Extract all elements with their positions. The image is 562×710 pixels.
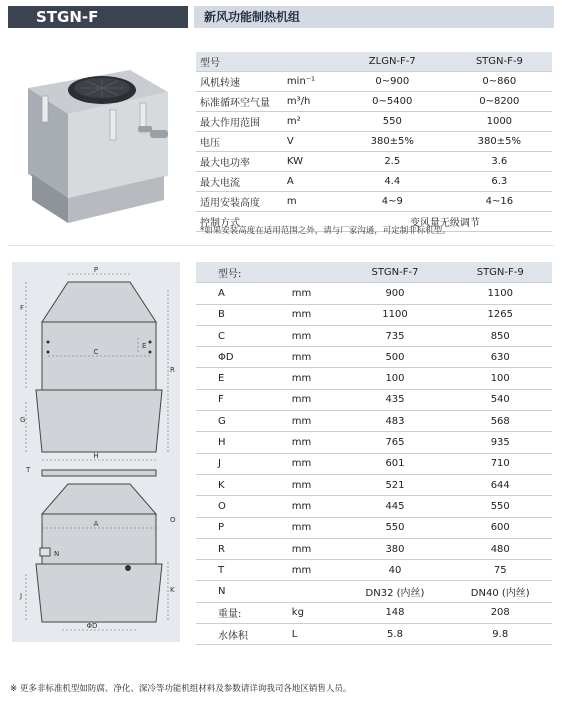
dim-label: T [196, 560, 288, 581]
spec-value-1: 0~900 [338, 72, 447, 92]
dim-row [196, 581, 552, 602]
dim-label: N [196, 581, 288, 602]
dim-label: C [196, 325, 288, 346]
dim-value-2: 480 [448, 538, 552, 559]
dim-label-c: C [93, 348, 99, 356]
dimension-table [196, 262, 552, 645]
dim-value-1: 1100 [342, 304, 449, 325]
dim-value-1: DN32 (内丝) [342, 581, 449, 602]
dim-header-unit [288, 262, 342, 283]
dim-value-1: 445 [342, 496, 449, 517]
dim-header-col2: STGN-F-9 [448, 262, 552, 283]
spec-table [196, 52, 552, 232]
spec-row [196, 192, 552, 212]
dim-row [196, 411, 552, 432]
dim-unit: mm [288, 517, 342, 538]
section-divider [8, 245, 554, 246]
dim-value-1: 40 [342, 560, 449, 581]
dim-label-t: T [26, 466, 31, 474]
dim-label-p: P [93, 266, 99, 274]
dim-value-2: 208 [448, 602, 552, 623]
spec-row [196, 112, 552, 132]
dim-value-1: 100 [342, 368, 449, 389]
dim-label-e: E [142, 342, 147, 350]
dim-value-2: 600 [448, 517, 552, 538]
spec-value-2: 1000 [447, 112, 552, 132]
footnote: ※ 更多非标准机型如防腐、净化、深冷等功能机组材料及参数请详询我司各地区销售人员。 [10, 684, 352, 694]
spec-value-1: 4.4 [338, 172, 447, 192]
dim-header-col1: STGN-F-7 [342, 262, 449, 283]
dim-value-2: 9.8 [448, 624, 552, 645]
dim-header-row [196, 262, 552, 283]
dim-unit: kg [288, 602, 342, 623]
dim-label: A [196, 283, 288, 304]
dim-label: E [196, 368, 288, 389]
dim-label: K [196, 474, 288, 495]
install-note: *如果安装高度在适用范围之外，请与厂家沟通，可定制非标机型。 [200, 226, 451, 236]
dim-label-d: ΦD [86, 622, 98, 630]
dim-unit [288, 581, 342, 602]
spec-row [196, 132, 552, 152]
dim-unit: mm [288, 304, 342, 325]
spec-header-col1: ZLGN-F-7 [338, 52, 447, 72]
dim-value-2: 550 [448, 496, 552, 517]
spec-row [196, 72, 552, 92]
dim-unit: mm [288, 453, 342, 474]
dim-label-h: H [93, 452, 99, 460]
dim-value-2: 1265 [448, 304, 552, 325]
spec-value-2: 6.3 [447, 172, 552, 192]
spec-value-2: 0~8200 [447, 92, 552, 112]
dim-value-1: 380 [342, 538, 449, 559]
dim-unit: mm [288, 325, 342, 346]
dim-value-2: 630 [448, 347, 552, 368]
dim-unit: mm [288, 474, 342, 495]
dim-row [196, 389, 552, 410]
dim-row [196, 347, 552, 368]
dim-unit: mm [288, 347, 342, 368]
spec-value-1: 0~5400 [338, 92, 447, 112]
spec-control-label: 控制方式 [196, 212, 283, 232]
dim-row [196, 602, 552, 623]
dim-value-2: 100 [448, 368, 552, 389]
dim-label-k: K [170, 586, 175, 594]
dim-label-o: O [170, 516, 176, 524]
spec-value-2: 3.6 [447, 152, 552, 172]
dim-unit: mm [288, 496, 342, 517]
dim-value-1: 5.8 [342, 624, 449, 645]
dim-value-2: 75 [448, 560, 552, 581]
spec-unit: m [283, 192, 338, 212]
dimension-drawing [12, 262, 180, 642]
page-title: 新风功能制热机组 [194, 6, 554, 28]
spec-unit: min⁻¹ [283, 72, 338, 92]
spec-label: 标准循环空气量 [196, 92, 283, 112]
dim-value-1: 500 [342, 347, 449, 368]
dim-value-1: 435 [342, 389, 449, 410]
dim-label-a: A [93, 520, 99, 528]
spec-label: 电压 [196, 132, 283, 152]
spec-unit: m³/h [283, 92, 338, 112]
spec-value-1: 4~9 [338, 192, 447, 212]
dimension-drawing-svg [12, 262, 180, 642]
dim-unit: mm [288, 432, 342, 453]
dim-label: O [196, 496, 288, 517]
spec-row [196, 92, 552, 112]
dim-label: 重量: [196, 602, 288, 623]
product-photo [10, 48, 178, 228]
dim-unit: mm [288, 368, 342, 389]
dim-row [196, 283, 552, 304]
spec-label: 最大作用范围 [196, 112, 283, 132]
dim-value-2: 644 [448, 474, 552, 495]
dim-label-g: G [20, 416, 26, 424]
dim-label: R [196, 538, 288, 559]
dim-row [196, 453, 552, 474]
model-badge: STGN-F [8, 6, 188, 28]
dim-row [196, 304, 552, 325]
dim-value-1: 900 [342, 283, 449, 304]
spec-header-col2: STGN-F-9 [447, 52, 552, 72]
dim-value-1: 521 [342, 474, 449, 495]
dim-row [196, 432, 552, 453]
dim-label: F [196, 389, 288, 410]
dim-value-2: 568 [448, 411, 552, 432]
spec-label: 适用安装高度 [196, 192, 283, 212]
spec-label: 最大电流 [196, 172, 283, 192]
dim-row [196, 517, 552, 538]
dim-row [196, 368, 552, 389]
dim-unit: L [288, 624, 342, 645]
spec-row [196, 172, 552, 192]
dim-label: G [196, 411, 288, 432]
dim-unit: mm [288, 538, 342, 559]
dim-row [196, 560, 552, 581]
spec-header-row [196, 52, 552, 72]
spec-header-unit [283, 52, 338, 72]
dim-header-label: 型号: [196, 262, 288, 283]
dim-label-r: R [170, 366, 175, 374]
dim-unit: mm [288, 560, 342, 581]
dim-value-2: 935 [448, 432, 552, 453]
dim-value-1: 148 [342, 602, 449, 623]
dim-value-2: 710 [448, 453, 552, 474]
dim-label: P [196, 517, 288, 538]
page-header [8, 6, 554, 28]
dim-value-1: 735 [342, 325, 449, 346]
dim-value-2: DN40 (内丝) [448, 581, 552, 602]
dim-label-f: F [20, 304, 25, 312]
dim-unit: mm [288, 389, 342, 410]
dim-value-1: 550 [342, 517, 449, 538]
dim-value-1: 601 [342, 453, 449, 474]
dim-label: 水体积 [196, 624, 288, 645]
spec-control-value: 变风量无级调节 [338, 212, 552, 232]
dim-unit: mm [288, 283, 342, 304]
spec-value-1: 550 [338, 112, 447, 132]
spec-header-label: 型号 [196, 52, 283, 72]
spec-label: 风机转速 [196, 72, 283, 92]
spec-unit: V [283, 132, 338, 152]
dim-unit: mm [288, 411, 342, 432]
dim-label-j: J [20, 592, 23, 600]
dim-label: ΦD [196, 347, 288, 368]
dim-value-2: 1100 [448, 283, 552, 304]
dim-row [196, 325, 552, 346]
dim-value-1: 765 [342, 432, 449, 453]
dim-label: J [196, 453, 288, 474]
dim-row [196, 474, 552, 495]
dim-row [196, 624, 552, 645]
dim-label-n: N [54, 550, 60, 558]
spec-value-2: 380±5% [447, 132, 552, 152]
dim-row [196, 538, 552, 559]
spec-row [196, 152, 552, 172]
spec-unit: m² [283, 112, 338, 132]
spec-unit: KW [283, 152, 338, 172]
spec-value-1: 380±5% [338, 132, 447, 152]
dim-row [196, 496, 552, 517]
spec-value-2: 4~16 [447, 192, 552, 212]
dim-value-1: 483 [342, 411, 449, 432]
dim-value-2: 540 [448, 389, 552, 410]
dim-value-2: 850 [448, 325, 552, 346]
spec-unit: A [283, 172, 338, 192]
dim-label: B [196, 304, 288, 325]
dim-label: H [196, 432, 288, 453]
spec-value-2: 0~860 [447, 72, 552, 92]
spec-label: 最大电功率 [196, 152, 283, 172]
spec-value-1: 2.5 [338, 152, 447, 172]
